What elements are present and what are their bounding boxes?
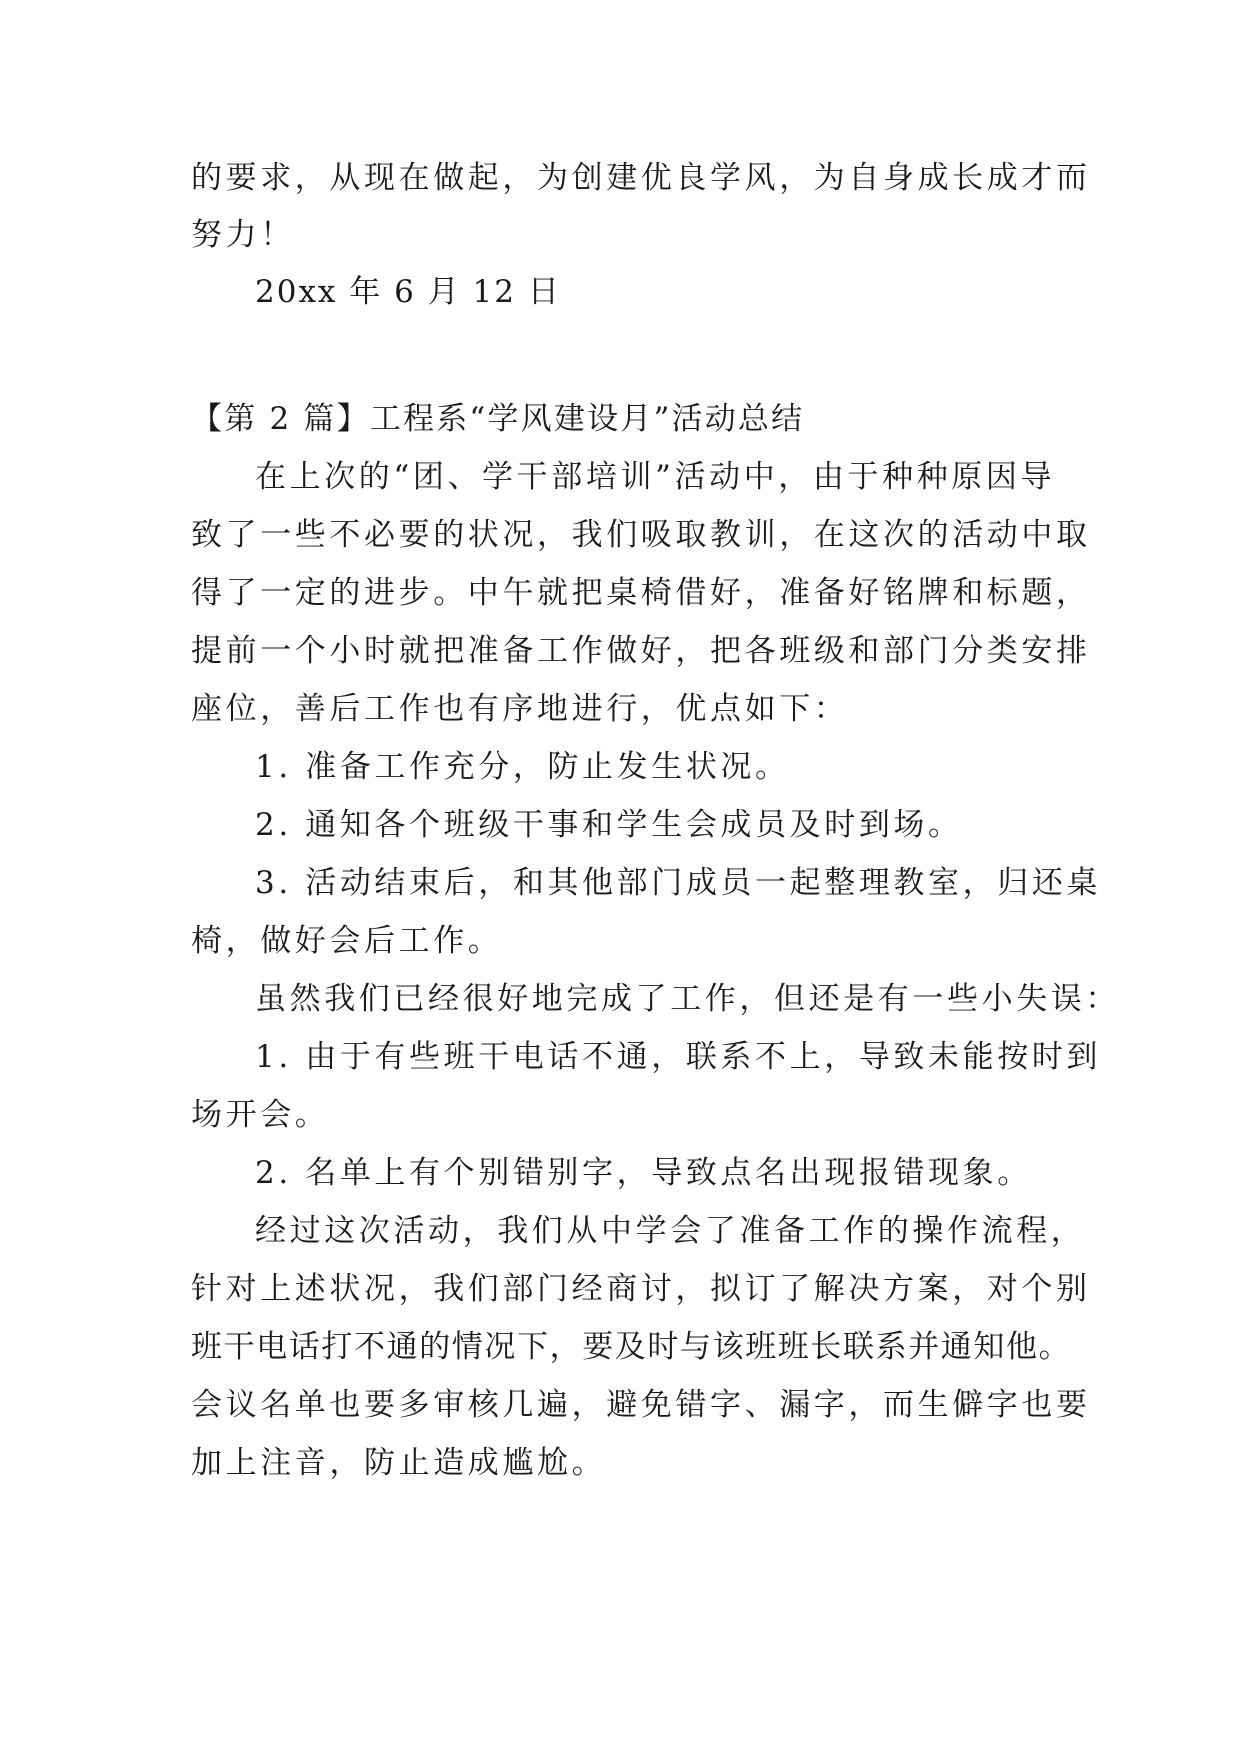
body-line: 的要求，从现在做起，为创建优良学风，为自身成长成才而: [191, 160, 1091, 196]
body-line: 班干电话打不通的情况下，要及时与该班班长联系并通知他。: [191, 1329, 1072, 1365]
body-line: 致了一些不必要的状况，我们吸取教训，在这次的活动中取: [191, 517, 1091, 553]
body-line: 在上次的“团、学干部培训”活动中，由于种种原因导: [255, 459, 1056, 495]
body-line: 场开会。: [191, 1097, 330, 1133]
body-line: 得了一定的进步。中午就把桌椅借好，准备好铭牌和标题，: [191, 575, 1091, 611]
body-line: 针对上述状况，我们部门经商讨，拟订了解决方案，对个别: [191, 1271, 1091, 1307]
list-item: 2. 通知各个班级干事和学生会成员及时到场。: [255, 807, 963, 843]
list-item: 3. 活动结束后，和其他部门成员一起整理教室，归还桌: [255, 865, 1102, 901]
body-line: 椅，做好会后工作。: [191, 923, 503, 959]
date-line: 20xx 年 6 月 12 日: [255, 274, 561, 310]
body-line: 会议名单也要多审核几遍，避免错字、漏字，而生僻字也要: [191, 1387, 1091, 1423]
list-item: 1. 由于有些班干电话不通，联系不上，导致未能按时到: [255, 1039, 1102, 1075]
body-line: 努力！: [191, 217, 295, 253]
body-line: 座位，善后工作也有序地进行，优点如下：: [191, 691, 849, 727]
list-item: 1. 准备工作充分，防止发生状况。: [255, 749, 790, 785]
body-line: 经过这次活动，我们从中学会了准备工作的操作流程，: [255, 1213, 1086, 1249]
body-line: 加上注音，防止造成尴尬。: [191, 1445, 607, 1481]
body-line: 提前一个小时就把准备工作做好，把各班级和部门分类安排: [191, 633, 1091, 669]
list-item: 2. 名单上有个别错别字，导致点名出现报错现象。: [255, 1155, 1032, 1191]
section-heading: 【第 2 篇】工程系“学风建设月”活动总结: [191, 401, 805, 437]
body-line: 虽然我们已经很好地完成了工作，但还是有一些小失误：: [255, 981, 1120, 1017]
